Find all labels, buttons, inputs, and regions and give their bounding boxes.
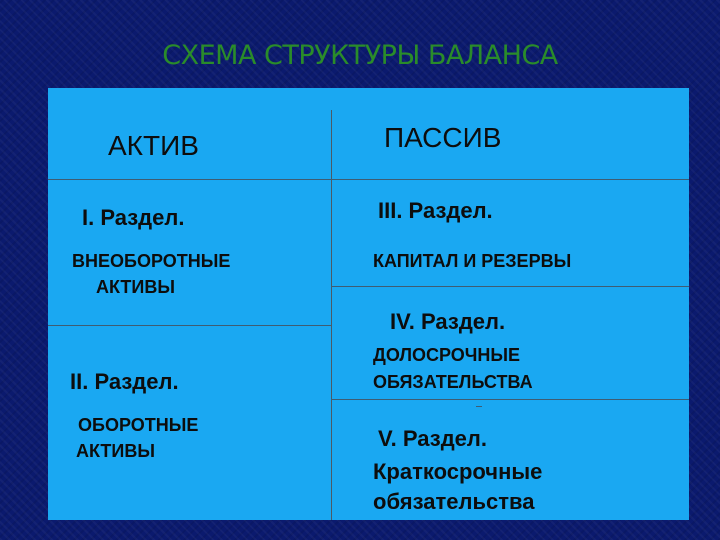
- section2-label-line1: ОБОРОТНЫЕ: [78, 415, 199, 435]
- section3-heading: III. Раздел.: [378, 198, 493, 223]
- section2-label-line2: АКТИВЫ: [76, 441, 155, 461]
- aktiv-header: АКТИВ: [108, 130, 199, 161]
- column-divider: [331, 110, 332, 520]
- divider-tick: [476, 406, 482, 407]
- aktiv-section-divider: [48, 325, 331, 326]
- header-divider: [48, 179, 689, 180]
- section2-heading: II. Раздел.: [70, 369, 179, 394]
- passiv-header: ПАССИВ: [384, 122, 502, 153]
- section1-label-line1: ВНЕОБОРОТНЫЕ: [72, 251, 231, 271]
- section4-label-line1: ДОЛОСРОЧНЫЕ: [373, 345, 521, 365]
- section1-heading: I. Раздел.: [82, 205, 185, 230]
- section4-heading: IV. Раздел.: [390, 309, 506, 334]
- section4-divider: [331, 399, 689, 400]
- section3-divider: [331, 286, 689, 287]
- section4-label-line2: ОБЯЗАТЕЛЬСТВА: [373, 372, 533, 392]
- balance-panel: [48, 88, 689, 520]
- section5-heading: V. Раздел.: [378, 426, 487, 451]
- section3-label: КАПИТАЛ И РЕЗЕРВЫ: [373, 251, 572, 271]
- slide-title: СХЕМА СТРУКТУРЫ БАЛАНСА: [162, 40, 558, 71]
- section1-label-line2: АКТИВЫ: [96, 277, 175, 297]
- section5-label-line2: обязательства: [373, 489, 535, 514]
- section5-label-line1: Краткосрочные: [373, 459, 543, 484]
